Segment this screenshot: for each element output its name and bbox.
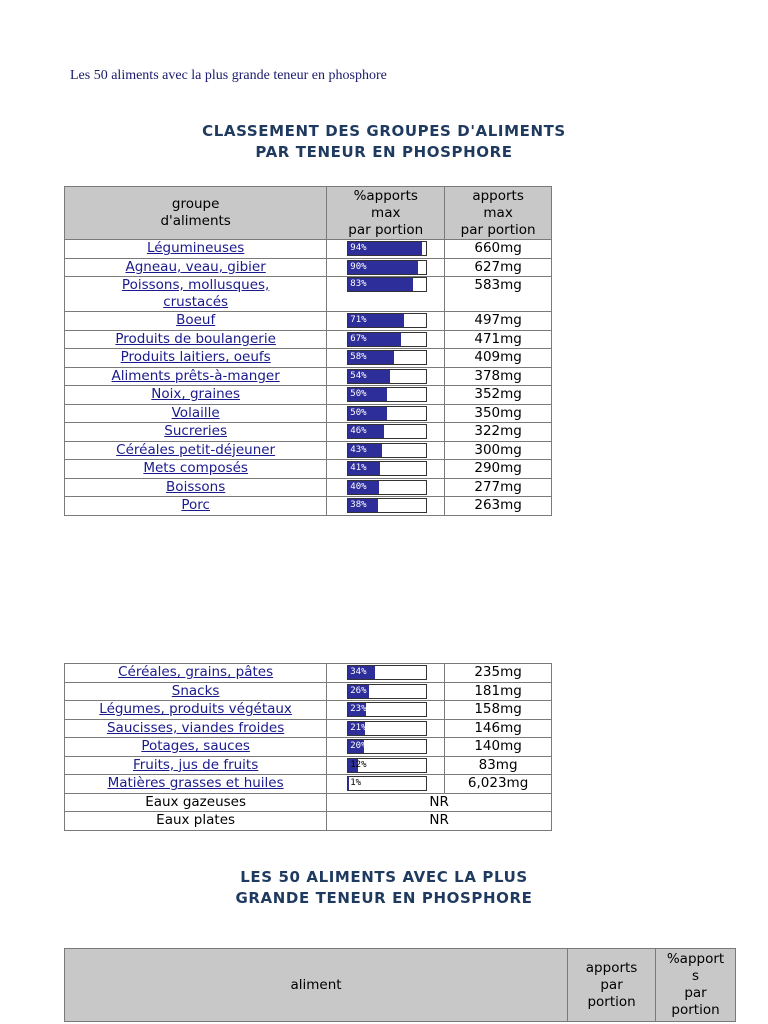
pct-cell — [327, 478, 445, 497]
pct-bar — [347, 332, 427, 347]
group-name-cell — [65, 478, 327, 497]
group-name-cell: Eaux plates — [65, 812, 327, 831]
pct-label: 50% — [350, 407, 367, 418]
amount-cell: 352mg — [445, 386, 552, 405]
pct-label: 71% — [350, 315, 367, 326]
table-row — [65, 497, 552, 516]
group-link[interactable]: Agneau, veau, gibier — [125, 258, 266, 275]
amount-cell: 290mg — [445, 460, 552, 479]
pct-cell — [327, 330, 445, 349]
pct-label: 43% — [350, 444, 367, 455]
group-name-cell — [65, 404, 327, 423]
group-link[interactable]: Boissons — [166, 478, 226, 495]
group-link[interactable]: Porc — [181, 497, 210, 514]
pct-bar — [347, 277, 427, 292]
pct-cell — [327, 719, 445, 738]
pct-cell — [327, 682, 445, 701]
group-name-cell — [65, 312, 327, 331]
group-name-cell — [65, 460, 327, 479]
group-name-cell — [65, 701, 327, 720]
group-link[interactable]: Céréales, grains, pâtes — [118, 664, 274, 681]
group-link[interactable]: crustacés — [163, 294, 229, 310]
pct-cell — [327, 441, 445, 460]
table-row — [65, 738, 552, 757]
pct-label: 83% — [350, 279, 367, 289]
header-pct — [656, 949, 736, 1022]
pct-bar — [347, 758, 427, 773]
pct-cell — [327, 277, 445, 312]
group-name-cell — [65, 423, 327, 442]
amount-cell: 235mg — [445, 664, 552, 683]
table-row — [65, 386, 552, 405]
pct-bar — [347, 443, 427, 458]
top50-table — [64, 948, 736, 1022]
pct-cell — [327, 497, 445, 516]
pct-bar — [347, 776, 427, 791]
amount-cell: 146mg — [445, 719, 552, 738]
pct-bar — [347, 387, 427, 402]
pct-cell — [327, 460, 445, 479]
table-row — [65, 719, 552, 738]
document-title: Les 50 aliments avec la plus grande teneur en phosphore — [70, 68, 387, 83]
groups-table — [64, 186, 552, 516]
header-pct — [327, 187, 445, 240]
amount-cell: 140mg — [445, 738, 552, 757]
table-row — [65, 478, 552, 497]
pct-label: 54% — [350, 370, 367, 381]
groups-table-continued — [64, 663, 552, 831]
pct-label: 21% — [350, 722, 367, 733]
header-text: max — [371, 204, 401, 221]
pct-bar — [347, 461, 427, 476]
pct-cell — [327, 349, 445, 368]
pct-bar — [347, 260, 427, 275]
group-name-cell — [65, 664, 327, 683]
group-link[interactable]: Produits de boulangerie — [115, 330, 276, 347]
section-title-line: LES 50 ALIMENTS AVEC LA PLUS — [240, 868, 528, 886]
header-aliment — [65, 949, 568, 1022]
group-name-cell — [65, 258, 327, 277]
group-link[interactable]: Noix, graines — [151, 386, 241, 403]
group-link[interactable]: Céréales petit-déjeuner — [116, 441, 276, 458]
amount-cell: 660mg — [445, 240, 552, 259]
pct-label: 67% — [350, 333, 367, 344]
header-group — [65, 187, 327, 240]
header-text: apports — [585, 959, 638, 976]
section-title-line: CLASSEMENT DES GROUPES D'ALIMENTS — [202, 122, 566, 140]
pct-bar-fill — [348, 777, 349, 790]
header-text: par portion — [460, 221, 536, 238]
table-row — [65, 664, 552, 683]
amount-cell: 471mg — [445, 330, 552, 349]
header-text: groupe — [171, 196, 220, 212]
group-name-cell — [65, 277, 327, 312]
amount-cell: 322mg — [445, 423, 552, 442]
header-text: aliment — [290, 976, 342, 993]
pct-label: 34% — [350, 667, 367, 678]
header-text: portion — [671, 1002, 720, 1018]
group-link[interactable]: Mets composés — [143, 460, 248, 477]
not-reported-cell: NR — [327, 793, 552, 812]
pct-cell — [327, 240, 445, 259]
not-reported-cell: NR — [327, 812, 552, 831]
pct-label: 12% — [350, 759, 367, 770]
header-text: apports — [472, 187, 524, 204]
group-name-cell — [65, 682, 327, 701]
table-row — [65, 812, 552, 831]
table-row — [65, 258, 552, 277]
group-name-cell — [65, 367, 327, 386]
pct-label: 94% — [350, 243, 367, 254]
pct-bar — [347, 684, 427, 699]
pct-bar — [347, 241, 427, 256]
header-text: s — [691, 968, 700, 984]
pct-bar — [347, 406, 427, 421]
amount-cell: 181mg — [445, 682, 552, 701]
table-row — [65, 423, 552, 442]
group-link[interactable]: Volaille — [171, 404, 220, 421]
section-title-line: PAR TENEUR EN PHOSPHORE — [255, 143, 513, 161]
pct-bar — [347, 369, 427, 384]
group-name-cell: Eaux gazeuses — [65, 793, 327, 812]
pct-bar — [347, 739, 427, 754]
header-text: max — [483, 204, 513, 221]
table-row — [65, 793, 552, 812]
amount-cell: 627mg — [445, 258, 552, 277]
group-name-cell — [65, 756, 327, 775]
pct-cell — [327, 738, 445, 757]
table-row — [65, 367, 552, 386]
table-header-row — [65, 949, 736, 1022]
amount-cell: 83mg — [445, 756, 552, 775]
table-row — [65, 404, 552, 423]
section-title-groups — [0, 121, 768, 163]
amount-cell: 350mg — [445, 404, 552, 423]
group-link[interactable]: Potages, sauces — [141, 738, 250, 755]
table-row — [65, 441, 552, 460]
amount-cell: 263mg — [445, 497, 552, 516]
header-text: %apports — [353, 187, 418, 204]
header-text: par — [600, 976, 623, 993]
pct-label: 1% — [350, 778, 362, 789]
header-text: par — [684, 985, 707, 1001]
group-link[interactable]: Poissons, mollusques, — [121, 277, 270, 293]
header-text: d'aliments — [160, 213, 231, 229]
pct-label: 40% — [350, 481, 367, 492]
table-row — [65, 312, 552, 331]
amount-cell: 158mg — [445, 701, 552, 720]
header-text: %apport — [666, 951, 725, 967]
group-link[interactable]: Sucreries — [164, 423, 228, 440]
section-title-top50 — [0, 867, 768, 909]
pct-cell — [327, 756, 445, 775]
pct-label: 23% — [350, 704, 367, 715]
pct-label: 50% — [350, 389, 367, 400]
table-row — [65, 460, 552, 479]
pct-label: 41% — [350, 463, 367, 474]
pct-bar — [347, 498, 427, 513]
pct-label: 20% — [350, 741, 367, 752]
group-name-cell — [65, 497, 327, 516]
pct-cell — [327, 312, 445, 331]
group-link[interactable]: Légumes, produits végétaux — [99, 701, 292, 718]
pct-cell — [327, 664, 445, 683]
table-row — [65, 682, 552, 701]
table-row — [65, 330, 552, 349]
table-row — [65, 277, 552, 312]
pct-cell — [327, 386, 445, 405]
table-row — [65, 775, 552, 794]
amount-cell: 277mg — [445, 478, 552, 497]
pct-bar — [347, 702, 427, 717]
pct-bar — [347, 350, 427, 365]
pct-cell — [327, 367, 445, 386]
table-row — [65, 701, 552, 720]
group-name-cell — [65, 775, 327, 794]
group-name-cell — [65, 240, 327, 259]
table-row — [65, 756, 552, 775]
pct-label: 90% — [350, 261, 367, 272]
pct-cell — [327, 701, 445, 720]
section-title-line: GRANDE TENEUR EN PHOSPHORE — [235, 889, 533, 907]
group-link[interactable]: Snacks — [171, 682, 220, 699]
group-link[interactable]: Matières grasses et huiles — [107, 775, 284, 792]
header-text: portion — [587, 993, 636, 1010]
pct-bar — [347, 721, 427, 736]
table-row — [65, 349, 552, 368]
table-row — [65, 240, 552, 259]
pct-bar — [347, 480, 427, 495]
header-amount — [568, 949, 656, 1022]
pct-cell — [327, 258, 445, 277]
group-name-cell — [65, 441, 327, 460]
amount-cell: 497mg — [445, 312, 552, 331]
pct-cell — [327, 775, 445, 794]
pct-bar — [347, 313, 427, 328]
group-link[interactable]: Légumineuses — [146, 240, 245, 257]
pct-label: 38% — [350, 500, 367, 511]
pct-label: 46% — [350, 426, 367, 437]
group-link[interactable]: Boeuf — [176, 312, 216, 329]
group-name-cell — [65, 719, 327, 738]
group-link[interactable]: Aliments prêts-à-manger — [111, 367, 280, 384]
group-name-cell — [65, 349, 327, 368]
pct-cell — [327, 404, 445, 423]
header-amount — [445, 187, 552, 240]
group-name-cell — [65, 330, 327, 349]
header-text: par portion — [348, 221, 424, 238]
amount-cell: 583mg — [445, 277, 552, 312]
amount-cell: 409mg — [445, 349, 552, 368]
table-header-row — [65, 187, 552, 240]
group-name-cell — [65, 738, 327, 757]
group-link[interactable]: Fruits, jus de fruits — [132, 756, 259, 773]
amount-cell: 6,023mg — [445, 775, 552, 794]
group-link[interactable]: Produits laitiers, oeufs — [120, 349, 271, 366]
pct-cell — [327, 423, 445, 442]
pct-label: 26% — [350, 685, 367, 696]
pct-label: 58% — [350, 352, 367, 363]
pct-bar — [347, 665, 427, 680]
pct-bar — [347, 424, 427, 439]
group-link[interactable]: Saucisses, viandes froides — [106, 719, 285, 736]
amount-cell: 300mg — [445, 441, 552, 460]
amount-cell: 378mg — [445, 367, 552, 386]
group-name-cell — [65, 386, 327, 405]
